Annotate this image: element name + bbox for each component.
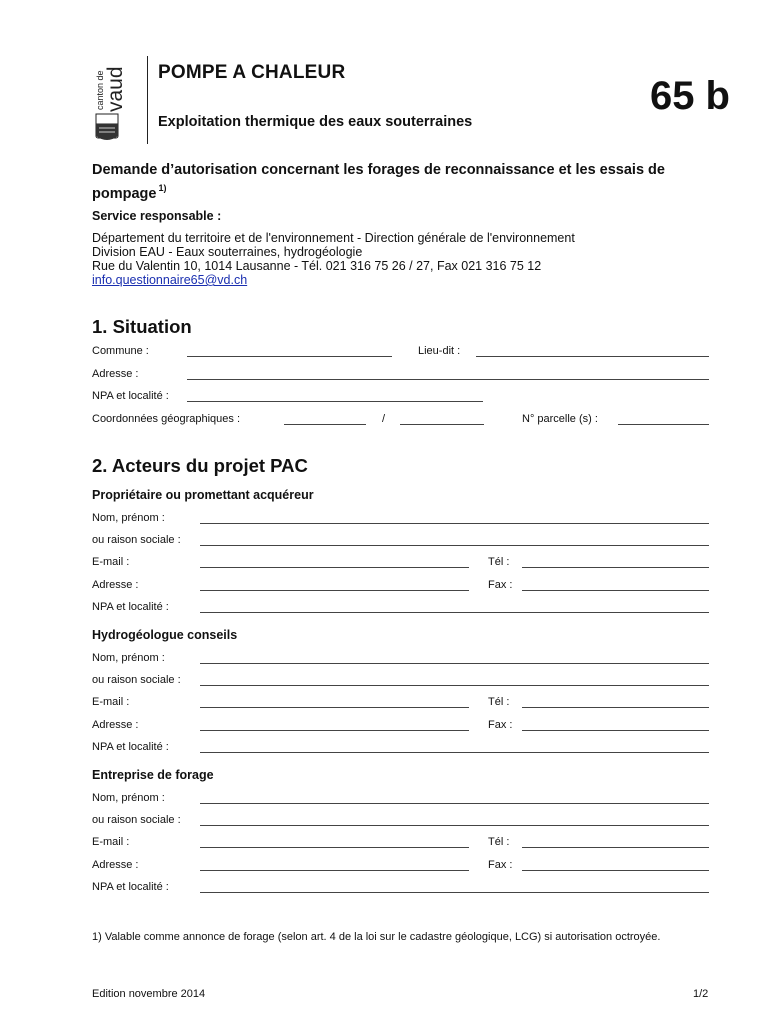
canton-de-vaud-logo xyxy=(82,56,128,148)
lieu-dit-label: Lieu-dit : xyxy=(418,345,461,357)
drilling-company-email-label: E-mail : xyxy=(92,836,130,848)
svg-text:canton de: canton de xyxy=(95,70,105,110)
adresse-label: Adresse : xyxy=(92,368,139,380)
drilling-company-nom-label: Nom, prénom : xyxy=(92,792,165,804)
hydrogeologist-adresse-field[interactable] xyxy=(200,730,469,731)
owner-tel-label: Tél : xyxy=(488,556,510,568)
owner-nom-label: Nom, prénom : xyxy=(92,512,165,524)
hydrogeologist-email-field[interactable] xyxy=(200,707,469,708)
request-title-text: Demande d’autorisation concernant les forages de reconnaissance et les essais de pompage xyxy=(92,162,665,202)
coordinate-x-field[interactable] xyxy=(284,424,366,425)
owner-email-label: E-mail : xyxy=(92,556,130,568)
owner-raison-label: ou raison sociale : xyxy=(92,534,181,546)
hydrogeologist-nom-label: Nom, prénom : xyxy=(92,652,165,664)
hydrogeologist-raison-label: ou raison sociale : xyxy=(92,674,181,686)
hydrogeologist-tel-label: Tél : xyxy=(488,696,510,708)
service-label: Service responsable : xyxy=(92,209,222,223)
section-acteurs-title: 2. Acteurs du projet PAC xyxy=(92,455,308,476)
header-divider xyxy=(147,56,148,144)
owner-nom-field[interactable] xyxy=(200,523,709,524)
coordinate-separator: / xyxy=(382,413,386,425)
hydrogeologist-npa-field[interactable] xyxy=(200,752,709,753)
drilling-company-fax-label: Fax : xyxy=(488,859,513,871)
drilling-company-nom-field[interactable] xyxy=(200,803,709,804)
drilling-company-raison-field[interactable] xyxy=(200,825,709,826)
section-situation-title: 1. Situation xyxy=(92,316,192,337)
drilling-company-npa-field[interactable] xyxy=(200,892,709,893)
service-line-1: Département du territoire et de l'environnement - Direction générale de l'environnement xyxy=(92,231,575,245)
owner-tel-field[interactable] xyxy=(522,567,709,568)
footnote-text: 1) Valable comme annonce de forage (selon art. 4 de la loi sur le cadastre géologique, LCG) si autorisation octroyée. xyxy=(92,931,661,943)
npa-field[interactable] xyxy=(187,401,483,402)
hydrogeologist-group-title: Hydrogéologue conseils xyxy=(92,628,238,642)
parcelle-label: N° parcelle (s) : xyxy=(522,413,598,425)
npa-label: NPA et localité : xyxy=(92,390,169,402)
owner-fax-field[interactable] xyxy=(522,590,709,591)
edition-label: Edition novembre 2014 xyxy=(92,988,206,1000)
hydrogeologist-nom-field[interactable] xyxy=(200,663,709,664)
drilling-company-tel-label: Tél : xyxy=(488,836,510,848)
drilling-company-adresse-label: Adresse : xyxy=(92,859,139,871)
drilling-company-adresse-field[interactable] xyxy=(200,870,469,871)
commune-field[interactable] xyxy=(187,356,392,357)
form-number: 65 b xyxy=(649,74,730,118)
hydrogeologist-raison-field[interactable] xyxy=(200,685,709,686)
request-title xyxy=(92,161,732,203)
document-subtitle: Exploitation thermique des eaux souterraines xyxy=(158,114,473,130)
lieu-dit-field[interactable] xyxy=(476,356,709,357)
owner-email-field[interactable] xyxy=(200,567,469,568)
drilling-company-group-title: Entreprise de forage xyxy=(92,768,214,782)
document-title: POMPE A CHALEUR xyxy=(158,62,346,83)
hydrogeologist-fax-field[interactable] xyxy=(522,730,709,731)
hydrogeologist-tel-field[interactable] xyxy=(522,707,709,708)
owner-npa-label: NPA et localité : xyxy=(92,601,169,613)
hydrogeologist-npa-label: NPA et localité : xyxy=(92,741,169,753)
drilling-company-raison-label: ou raison sociale : xyxy=(92,814,181,826)
page-number: 1/2 xyxy=(693,988,709,1000)
service-email-link[interactable]: info.questionnaire65@vd.ch xyxy=(92,273,248,287)
drilling-company-npa-label: NPA et localité : xyxy=(92,881,169,893)
hydrogeologist-email-label: E-mail : xyxy=(92,696,130,708)
owner-fax-label: Fax : xyxy=(488,579,513,591)
coordinates-label: Coordonnées géographiques : xyxy=(92,413,241,425)
service-line-2: Division EAU - Eaux souterraines, hydrogéologie xyxy=(92,245,363,259)
drilling-company-fax-field[interactable] xyxy=(522,870,709,871)
owner-raison-field[interactable] xyxy=(200,545,709,546)
drilling-company-email-field[interactable] xyxy=(200,847,469,848)
commune-label: Commune : xyxy=(92,345,149,357)
hydrogeologist-fax-label: Fax : xyxy=(488,719,513,731)
adresse-field[interactable] xyxy=(187,379,709,380)
drilling-company-tel-field[interactable] xyxy=(522,847,709,848)
owner-group-title: Propriétaire ou promettant acquéreur xyxy=(92,488,314,502)
svg-text:vaud: vaud xyxy=(104,66,127,112)
owner-adresse-field[interactable] xyxy=(200,590,469,591)
service-line-3: Rue du Valentin 10, 1014 Lausanne - Tél. 021 316 75 26 / 27, Fax 021 316 75 12 xyxy=(92,259,542,273)
hydrogeologist-adresse-label: Adresse : xyxy=(92,719,139,731)
footnote-mark: 1) xyxy=(158,183,167,193)
coordinate-y-field[interactable] xyxy=(400,424,484,425)
owner-adresse-label: Adresse : xyxy=(92,579,139,591)
parcelle-field[interactable] xyxy=(618,424,709,425)
owner-npa-field[interactable] xyxy=(200,612,709,613)
